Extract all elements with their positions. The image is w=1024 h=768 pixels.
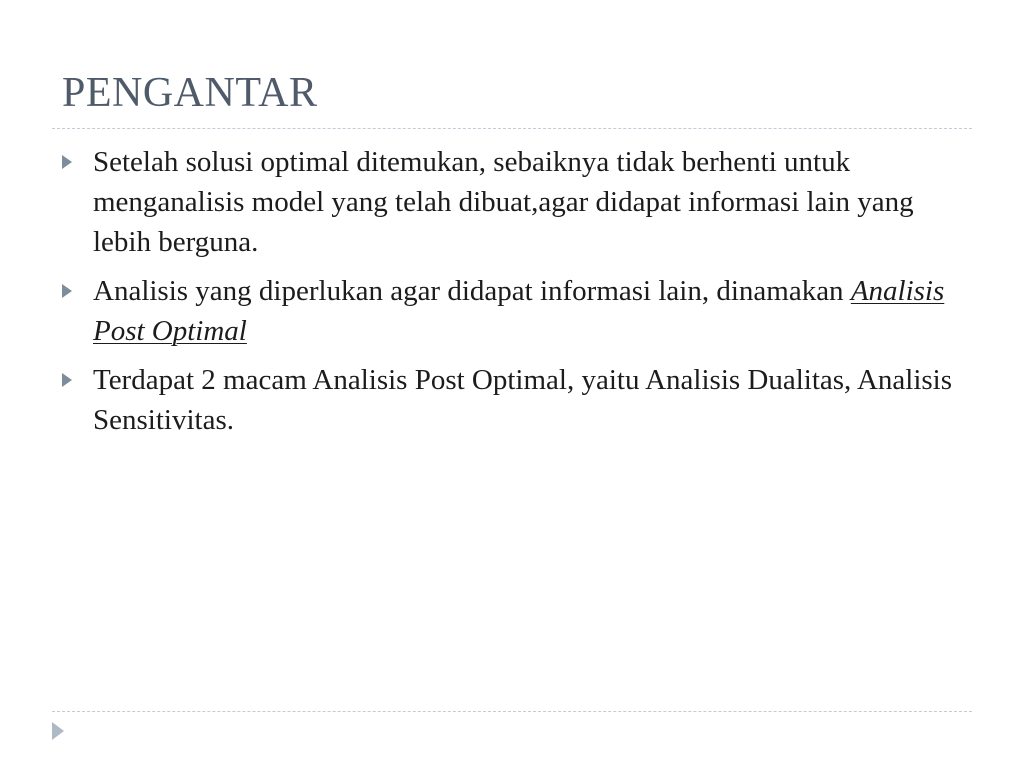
bullet-list	[60, 142, 965, 449]
triangle-nav-icon[interactable]	[50, 720, 66, 742]
slide-title: PENGANTAR	[62, 70, 318, 116]
bullet-item	[60, 360, 965, 440]
emphasized-term: Analisis Post Optimal	[93, 275, 945, 347]
bullet-text: Analisis yang diperlukan agar didapat informasi lain, dinamakan	[93, 275, 851, 307]
bullet-text: Terdapat 2 macam Analisis Post Optimal, yaitu Analisis Dualitas, Analisis Sensitivitas.	[93, 364, 953, 436]
title-divider	[52, 128, 972, 129]
bullet-item	[60, 142, 965, 262]
bullet-item	[60, 271, 965, 351]
triangle-bullet-icon	[60, 153, 74, 171]
triangle-bullet-icon	[60, 371, 74, 389]
bullet-text: Setelah solusi optimal ditemukan, sebaiknya tidak berhenti untuk menganalisis model yang telah dibuat,agar didapat informasi lain yang lebih berguna.	[93, 146, 914, 258]
footer-divider	[52, 711, 972, 712]
triangle-bullet-icon	[60, 282, 74, 300]
